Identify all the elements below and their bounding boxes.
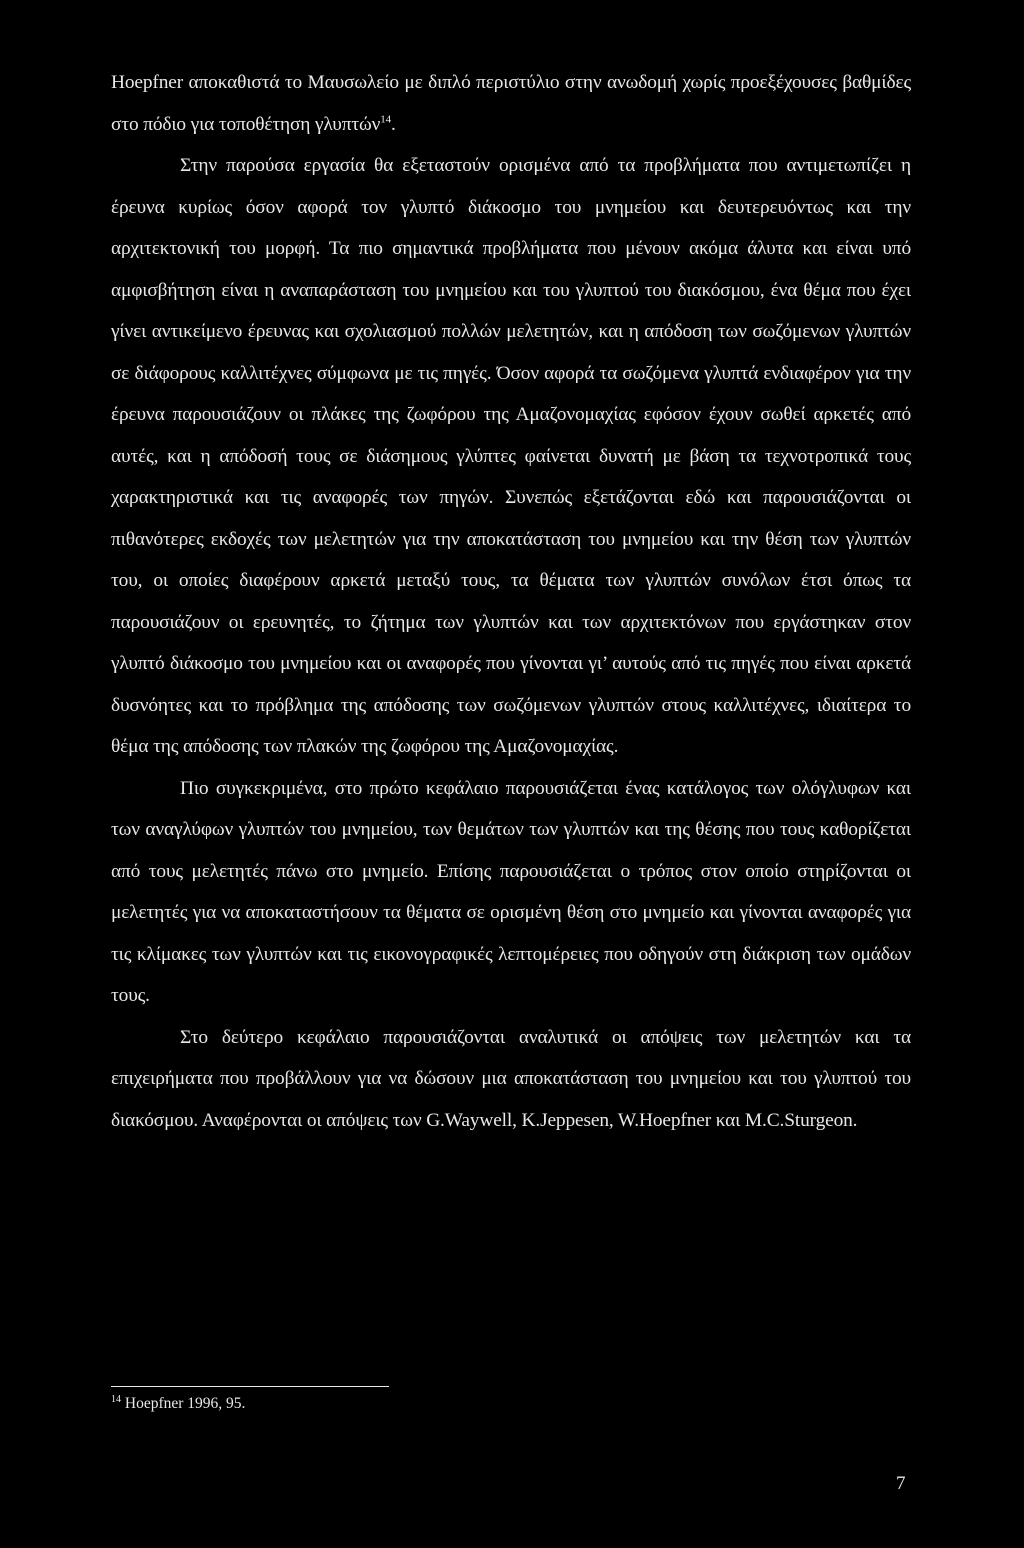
footnote-reference[interactable]: 14 [380,113,391,126]
document-page [111,62,911,1141]
page-number: 7 [896,1473,906,1494]
footnote-text: Hoepfner 1996, 95. [121,1395,246,1412]
paragraph-1-text: Hoepfner αποκαθιστά το Μαυσωλείο με διπλό περιστύλιο στην ανωδομή χωρίς προεξέχουσες βαθμίδες στο πόδιο για τοποθέτηση γλυπτών [111,72,911,135]
paragraph-1-end: . [390,113,396,135]
paragraph-2: Στην παρούσα εργασία θα εξεταστούν ορισμένα από τα προβλήματα που αντιμετωπίζει η έρευνα κυρίως όσον αφορά τον γλυπτό διάκοσμο του μνημείου και δευτερευόντως και την αρχιτεκτονική του μορφή. Τα πιο σημαντικά προβλήματα που μένουν ακόμα άλυτα και είναι υπό αμφισβήτηση είναι η αναπαράσταση του μνημείου και του γλυπτού του διακόσμου, ένα θέμα που έχει γίνει αντικείμενο έρευνας και σχολιασμού πολλών μελετητών, και η απόδοση των σωζόμενων γλυπτών σε διάφορους καλλιτέχνες σύμφωνα με τις πηγές. Όσον αφορά τα σωζόμενα γλυπτά ενδιαφέρον για την έρευνα παρουσιάζουν οι πλάκες της ζωφόρου της Αμαζονομαχίας εφόσον έχουν σωθεί αρκετές από αυτές, και η απόδοσή τους σε διάσημους γλύπτες φαίνεται δυνατή με βάση τα τεχνοτροπικά τους χαρακτηριστικά και τις αναφορές των πηγών. Συνεπώς εξετάζονται εδώ και παρουσιάζονται οι πιθανότερες εκδοχές των μελετητών για την αποκατάσταση του μνημείου και την θέση των γλυπτών του, οι οποίες διαφέρουν αρκετά μεταξύ τους, τα θέματα των γλυπτών συνόλων έτσι όπως τα παρουσιάζουν οι ερευνητές, το ζήτημα των γλυπτών και των αρχιτεκτόνων που εργάστηκαν στον γλυπτό διάκοσμο του μνημείου και οι αναφορές που γίνονται γι’ αυτούς από τις πηγές που είναι αρκετά δυσνόητες και το πρόβλημα της απόδοσης των σωζόμενων γλυπτών στους καλλιτέχνες, ιδιαίτερα το θέμα της απόδοσης των πλακών της ζωφόρου της Αμαζονομαχίας. [111,155,911,757]
paragraph-4: Στο δεύτερο κεφάλαιο παρουσιάζονται αναλυτικά οι απόψεις των μελετητών και τα επιχειρήματα που προβάλλουν για να δώσουν μια αποκατάσταση του μνημείου και του γλυπτού του διακόσμου. Αναφέρονται οι απόψεις των G.Waywell, K.Jeppesen, W.Hoepfner και M.C.Sturgeon. [111,1026,911,1131]
paragraph-continuation [111,62,911,145]
paragraph-3: Πιο συγκεκριμένα, στο πρώτο κεφάλαιο παρουσιάζεται ένας κατάλογος των ολόγλυφων και των αναγλύφων γλυπτών του μνημείου, των θεμάτων των γλυπτών και της θέσης που τους καθορίζεται από τους μελετητές πάνω στο μνημείο. Επίσης παρουσιάζεται ο τρόπος στον οποίο στηρίζονται οι μελετητές για να αποκαταστήσουν τα θέματα σε ορισμένη θέση στο μνημείο και γίνονται αναφορές για τις κλίμακες των γλυπτών και τις εικονογραφικές λεπτομέρειες που οδηγούν στη διάκριση των ομάδων τους. [111,777,911,1006]
footnote-divider [111,1386,389,1387]
footnote [111,1392,245,1416]
footnote-number: 14 [111,1393,121,1405]
